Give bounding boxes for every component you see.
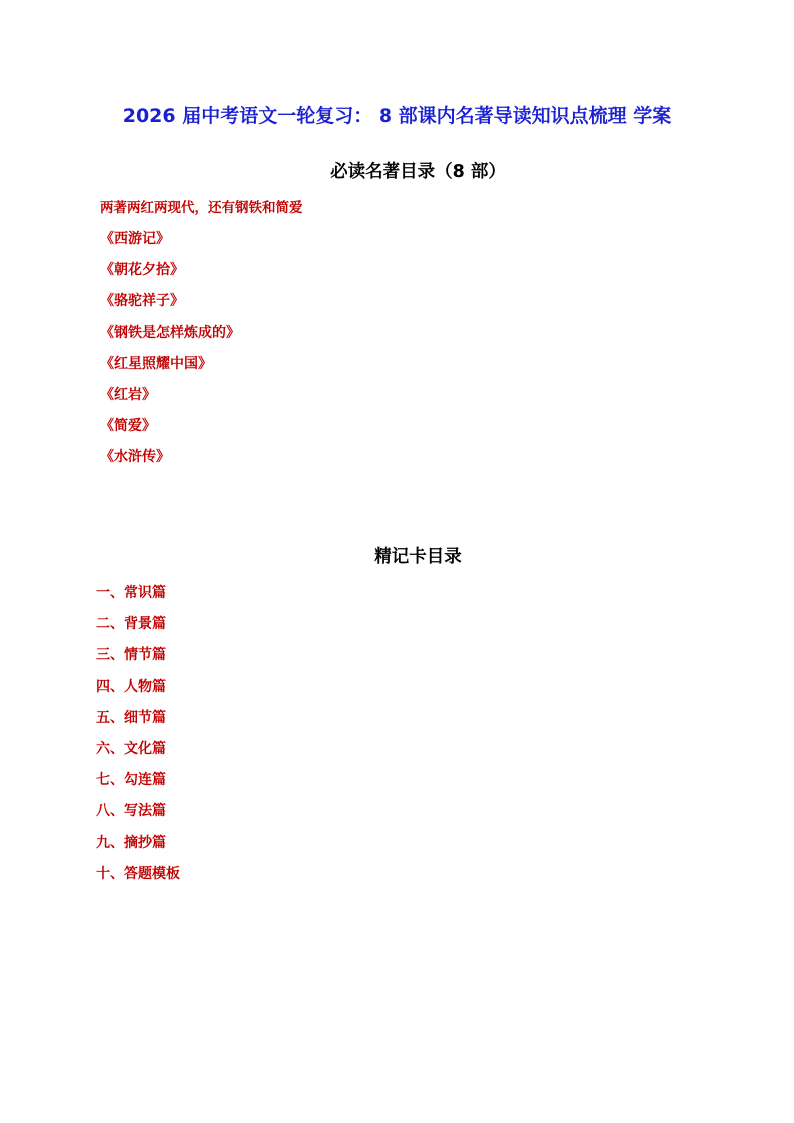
book-item: 《红星照耀中国》 (100, 355, 212, 372)
book-item: 《钢铁是怎样炼成的》 (100, 324, 240, 341)
book-item: 《水浒传》 (100, 449, 170, 466)
card-item: 一、常识篇 (96, 585, 166, 601)
card-item: 九、摘抄篇 (96, 834, 166, 851)
book-list (100, 229, 240, 479)
book-item: 《骆驼祥子》 (100, 293, 184, 310)
card-item: 四、人物篇 (96, 678, 166, 695)
card-item: 六、文化篇 (96, 740, 166, 757)
card-item: 十、答题模板 (96, 865, 180, 882)
card-item: 七、勾连篇 (96, 772, 166, 789)
document-title: 2026 届中考语文一轮复习： 8 部课内名著导读知识点梳理 学案 (122, 105, 672, 127)
card-item: 八、写法篇 (96, 803, 166, 820)
required-books-heading: 必读名著目录（8 部） (330, 162, 506, 182)
book-item: 《简爱》 (100, 418, 156, 435)
book-item: 《西游记》 (100, 231, 170, 247)
card-list (96, 583, 180, 895)
memory-cards-heading: 精记卡目录 (374, 547, 462, 567)
book-item: 《朝花夕拾》 (100, 262, 184, 279)
card-item: 五、细节篇 (96, 709, 166, 726)
card-item: 二、背景篇 (96, 616, 166, 633)
books-mnemonic: 两著两红两现代，还有钢铁和简爱 (100, 200, 303, 216)
card-item: 三、情节篇 (96, 647, 166, 664)
book-item: 《红岩》 (100, 386, 156, 403)
